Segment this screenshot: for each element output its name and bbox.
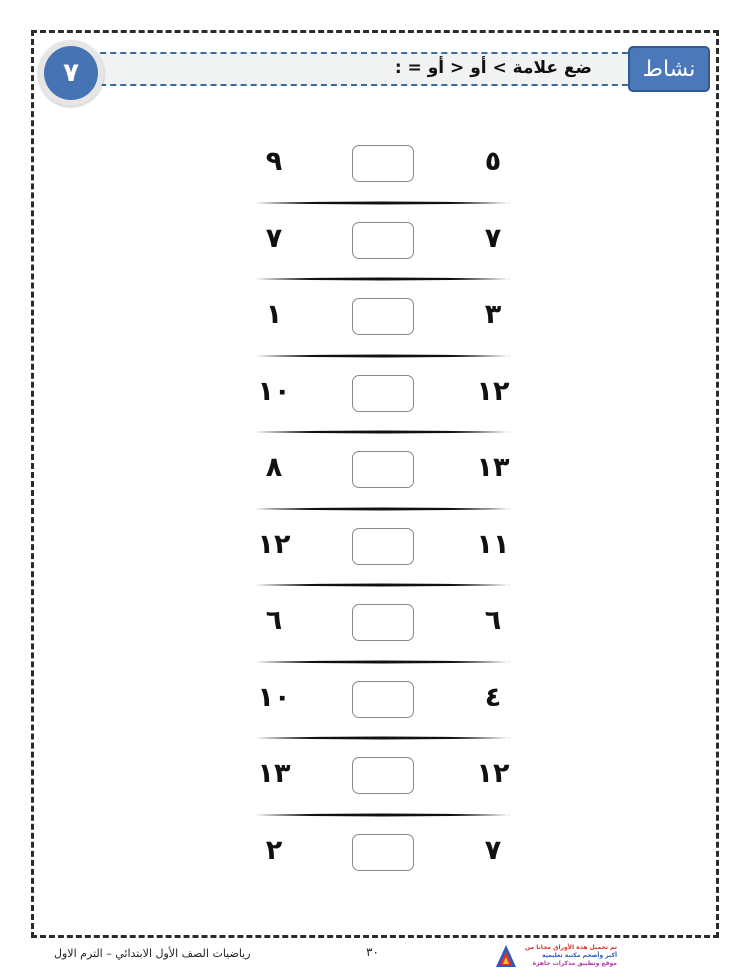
- right-number: ٧: [484, 834, 502, 866]
- comparison-row: [250, 203, 525, 280]
- left-number: ١: [265, 299, 283, 330]
- comparison-list: [250, 126, 525, 891]
- answer-box[interactable]: [352, 222, 414, 259]
- right-number: ١٣: [476, 452, 510, 483]
- answer-box[interactable]: [352, 375, 414, 412]
- activity-label-tab: نشاط: [628, 46, 710, 92]
- footer-subject: رياضيات الصف الأول الابتدائي – الترم الاول: [54, 947, 251, 960]
- comparison-row: [250, 356, 525, 433]
- logo-line: أكبر وأضخم مكتبة تعليمية: [542, 952, 617, 959]
- left-number: ١٠: [257, 375, 291, 407]
- logo-mark-icon: [495, 944, 517, 968]
- answer-box[interactable]: [352, 834, 414, 871]
- left-number: ١٠: [257, 681, 291, 713]
- right-number: ١٢: [476, 375, 510, 407]
- answer-box[interactable]: [352, 604, 414, 641]
- left-number: ٢: [265, 834, 283, 866]
- logo-line: تم تحميل هذه الأوراق مجانا من: [524, 944, 617, 951]
- left-number: ٨: [265, 452, 283, 483]
- left-number: ٧: [265, 222, 283, 254]
- publisher-logo: [495, 944, 619, 968]
- answer-box[interactable]: [352, 757, 414, 794]
- logo-line: موقع وتطبيق مذكرات جاهزة: [532, 960, 617, 967]
- comparison-row: [250, 738, 525, 815]
- right-number: ١٢: [476, 758, 510, 789]
- logo-text: [517, 944, 617, 968]
- left-number: ١٣: [257, 758, 291, 789]
- answer-box[interactable]: [352, 145, 414, 182]
- answer-box[interactable]: [352, 528, 414, 565]
- right-number: ٦: [484, 605, 502, 636]
- right-number: ٧: [484, 222, 502, 254]
- right-number: ٥: [484, 146, 502, 177]
- answer-box[interactable]: [352, 681, 414, 718]
- answer-box[interactable]: [352, 298, 414, 335]
- left-number: ٩: [265, 146, 283, 177]
- right-number: ٣: [484, 299, 502, 330]
- right-number: ١١: [476, 528, 510, 560]
- activity-number-badge: ٧: [44, 46, 98, 100]
- comparison-row: [250, 662, 525, 739]
- page-number: ٣٠: [366, 945, 379, 959]
- comparison-row: [250, 509, 525, 586]
- comparison-row: [250, 279, 525, 356]
- instruction-text: ضع علامة > أو < أو = :: [394, 58, 592, 78]
- left-number: ٦: [265, 605, 283, 636]
- comparison-row: [250, 432, 525, 509]
- comparison-row: [250, 126, 525, 203]
- comparison-row: [250, 585, 525, 662]
- left-number: ١٢: [257, 528, 291, 560]
- comparison-row: [250, 815, 525, 892]
- answer-box[interactable]: [352, 451, 414, 488]
- right-number: ٤: [484, 681, 502, 713]
